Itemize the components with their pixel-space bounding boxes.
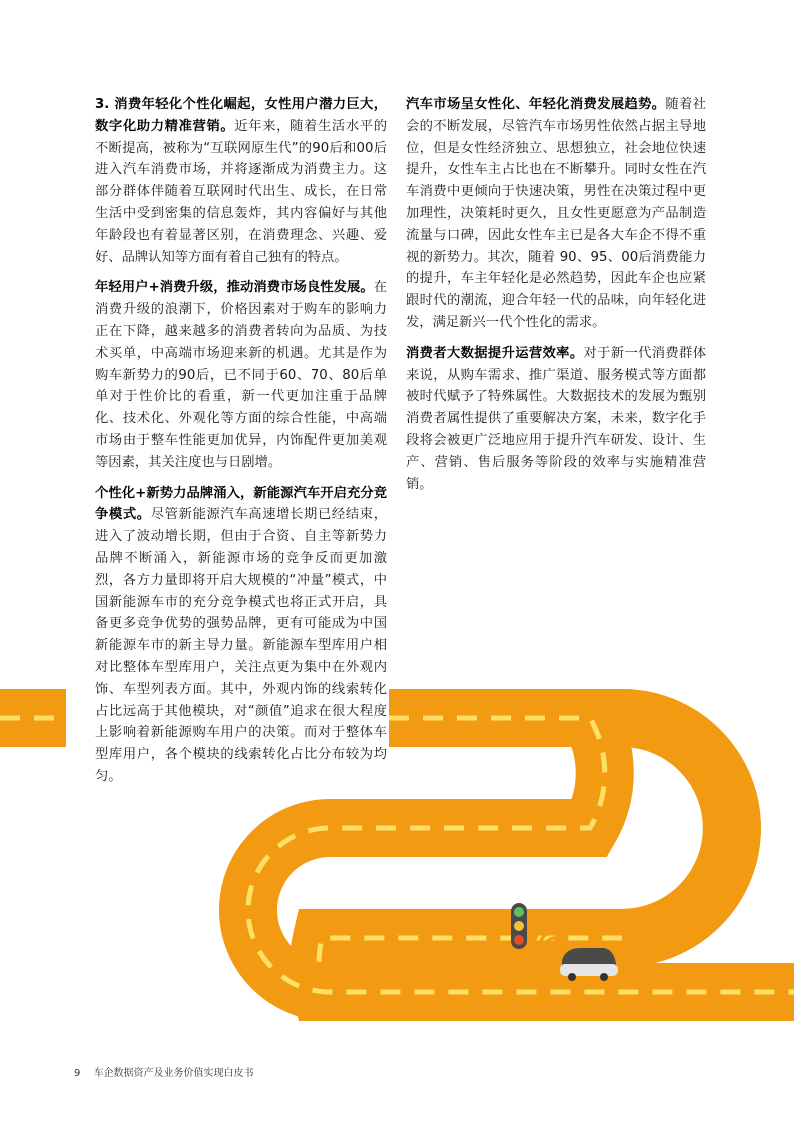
traffic-light-icon	[511, 903, 527, 968]
paragraph	[406, 94, 706, 334]
left-text-column	[95, 94, 387, 797]
paragraph	[95, 483, 387, 788]
document-title: 车企数据资产及业务价值实现白皮书	[93, 1068, 254, 1079]
signal-waves-icon	[534, 926, 554, 946]
paragraph-heading: 汽车市场呈女性化、年轻化消费发展趋势。	[406, 97, 666, 112]
right-text-column	[406, 94, 706, 504]
paragraph-heading: 个性化+新势力品牌涌入，新能源汽车开启充分竞争模式。	[95, 485, 387, 523]
paragraph	[95, 277, 387, 473]
paragraph	[95, 94, 387, 268]
paragraph-body: 尽管新能源汽车高速增长期已经结束，进入了波动增长期，但由于合资、自主等新势力品牌不断涌入，新能源市场的竞争反而更加激烈，各方力量即将开启大规模的“冲量”模式，中国新能源车市的充分竞争模式也将正式开启，具备更多竞争优势的强势品牌，更有可能成为中国新能源车市的新主导力量。新能源车型库用户相对比整体车型库用户，关注点更为集中在外观内饰、车型列表方面。其中，外观内饰的线索转化占比远高于其他模块，对“颜值”追求在很大程度上影响着新能源购车用户的决策。而对于整体车型库用户，各个模块的线索转化占比分布较为均匀。	[95, 507, 388, 784]
paragraph-body: 随着社会的不断发展，尽管汽车市场男性依然占据主导地位，但是女性经济独立、思想独立，社会地位快速提升，女性车主占比也在不断攀升。同时女性在汽车消费中更倾向于快速决策，男性在决策过程中更加理性，决策耗时更久，且女性更愿意为产品制造流量与口碑，因此女性车主已是各大车企不得不重视的新势力。其次，随着 90、95、00后消费能力的提升，车主年轻化是必然趋势，因此车企也应紧跟时代的潮流，迎合年轻一代的品味，向年轻化进发，满足新兴一代个性化的需求。	[406, 97, 707, 330]
paragraph	[406, 343, 706, 496]
page-number: 9	[74, 1068, 81, 1079]
paragraph-heading: 消费者大数据提升运营效率。	[406, 345, 584, 361]
paragraph-heading: 3. 消费年轻化个性化崛起，女性用户潜力巨大，数字化助力精准营销。	[95, 97, 387, 134]
paragraph-body: 对于新一代消费群体来说，从购车需求、推广渠道、服务模式等方面都被时代赋予了特殊属性。大数据技术的发展为甄别消费者属性提供了重要解决方案，未来，数字化手段将会被更广泛地应用于提升汽车研发、设计、生产、营销、售后服务等阶段的效率与实施精准营销。	[406, 345, 707, 492]
paragraph-body: 近年来，随着生活水平的不断提高，被称为“互联网原生代”的90后和00后进入汽车消费市场，并将逐渐成为消费主力。这部分群体伴随着互联网时代出生、成长，在日常生活中受到密集的信息轰炸，其内容偏好与其他年龄段也有着显著区别，在消费理念、兴趣、爱好、品牌认知等方面有着自己独有的特点。	[95, 118, 388, 265]
paragraph-heading: 年轻用户+消费升级，推动消费市场良性发展。	[95, 280, 374, 296]
car-icon	[560, 948, 618, 981]
page-footer	[74, 1064, 264, 1079]
paragraph-body: 在消费升级的浪潮下，价格因素对于购车的影响力正在下降，越来越多的消费者转向为品质、为技术买单，中高端市场迎来新的机遇。尤其是作为购车新势力的90后，已不同于60、70、80后单单对于性价比的看重，新一代更加注重于品牌化、技术化、外观化等方面的综合性能，中高端市场由于整车性能更加优异，内饰配件更加美观等因素，其关注度也与日剧增。	[95, 280, 387, 470]
